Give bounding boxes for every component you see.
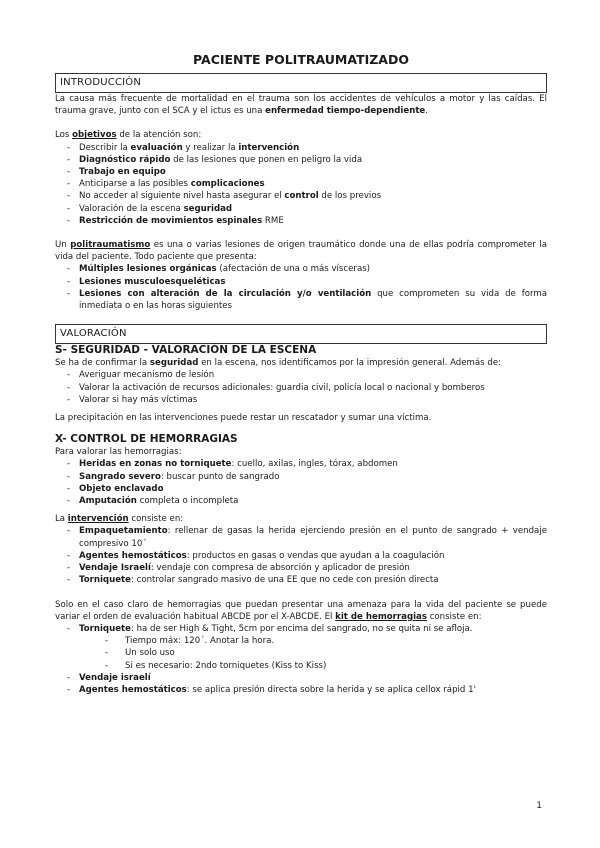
objectives-heading: Los objetivos de la atención son: (55, 130, 202, 141)
list-item: - Trabajo en equipo (55, 166, 547, 178)
kit-list (55, 623, 547, 696)
list-item: - Restricción de movimientos espinales RME (55, 215, 547, 227)
hemorragias-intro: Para valorar las hemorragias: (55, 447, 182, 458)
list-item: - Averiguar mecanismo de lesión (55, 369, 547, 381)
page-number: 1 (536, 801, 542, 811)
list-item: - Sangrado severo: buscar punto de sangrado (55, 471, 547, 483)
intro-paragraph: La causa más frecuente de mortalidad en el trauma son los accidentes de vehículos a motor y las caídas. El trauma grave, junto con el SCA y el ictus es una enfermedad tiempo-dependiente. (55, 94, 547, 117)
list-item: - Torniquete: controlar sangrado masivo de una EE que no cede con presión directa (55, 574, 547, 586)
seguridad-heading: S- SEGURIDAD - VALORACIÓN DE LA ESCENA (55, 344, 317, 357)
torniquete-sublist (55, 635, 547, 672)
objectives-list (55, 142, 547, 227)
list-item: - Objeto enclavado (55, 483, 547, 495)
list-item: - Heridas en zonas no torniquete: cuello, axilas, ingles, tórax, abdomen (55, 458, 547, 470)
list-item: - Agentes hemostáticos: se aplica presión directa sobre la herida y se aplica cellox rápid 1' (55, 684, 547, 696)
section-header-valoracion: VALORACIÓN (55, 324, 547, 344)
seguridad-note: La precipitación en las intervenciones puede restar un rescatador y sumar una víctima. (55, 413, 432, 424)
page-title: PACIENTE POLITRAUMATIZADO (193, 52, 409, 67)
list-item: - Anticiparse a las posibles complicaciones (55, 178, 547, 190)
seguridad-list (55, 369, 547, 406)
section-header-introduccion: INTRODUCCIÓN (55, 73, 547, 93)
list-item: - Lesiones musculoesqueléticas (55, 276, 547, 288)
list-item: - Valoración de la escena seguridad (55, 203, 547, 215)
list-item: - No acceder al siguiente nivel hasta asegurar el control de los previos (55, 190, 547, 202)
list-item: - Valorar la activación de recursos adicionales: guardia civil, policía local o nacional y bomberos (55, 382, 547, 394)
list-item: - Amputación completa o incompleta (55, 495, 547, 507)
hemorragias-heading: X- CONTROL DE HEMORRAGIAS (55, 433, 238, 446)
politraumatismo-list (55, 263, 547, 312)
seguridad-paragraph: Se ha de confirmar la seguridad en la escena, nos identificamos por la impresión general. Además de: (55, 358, 502, 369)
intervencion-heading: La intervención consiste en: (55, 514, 184, 525)
list-item: - Un solo uso (55, 647, 547, 659)
list-item: - Tiempo máx: 120´. Anotar la hora. (55, 635, 547, 647)
list-item: - Si es necesario: 2ndo torniquetes (Kiss to Kiss) (55, 660, 547, 672)
list-item: - Agentes hemostáticos: productos en gasas o vendas que ayudan a la coagulación (55, 550, 547, 562)
kit-paragraph: Solo en el caso claro de hemorragias que puedan presentar una amenaza para la vida del paciente se puede variar el orden de evaluación habitual ABCDE por el X-ABCDE. El kit de hemorragias consiste en: (55, 599, 547, 622)
list-item: - Múltiples lesiones orgánicas (afectación de una o más vísceras) (55, 263, 547, 275)
list-item: - Describir la evaluación y realizar la intervención (55, 142, 547, 154)
politraumatismo-paragraph: Un politraumatismo es una o varias lesiones de origen traumático donde una de ellas podría comprometer la vida del paciente. Todo paciente que presenta: (55, 240, 547, 263)
list-item: - Vendaje Israelí: vendaje con compresa de absorción y aplicador de presión (55, 562, 547, 574)
list-item: - Empaquetamiento: rellenar de gasas la herida ejerciendo presión en el punto de sangrado + vendaje compresivo 10´ (55, 525, 547, 549)
hemorragias-list (55, 458, 547, 507)
intervencion-list (55, 525, 547, 586)
list-item: - Vendaje israelí (55, 672, 547, 684)
list-item: - Lesiones con alteración de la circulación y/o ventilación que comprometen su vida de forma inmediata o en las horas siguientes (55, 288, 547, 312)
list-item: - Diagnóstico rápido de las lesiones que ponen en peligro la vida (55, 154, 547, 166)
document-page (55, 52, 547, 696)
list-item: - Torniquete: ha de ser High & Tight, 5cm por encima del sangrado, no se quita ni se afloja. - Tiempo máx: 120´. Anotar la hora. - Un solo uso - Si es necesario: 2ndo torniquetes (Kiss to Kiss) (55, 623, 547, 672)
list-item: - Valorar si hay más víctimas (55, 394, 547, 406)
